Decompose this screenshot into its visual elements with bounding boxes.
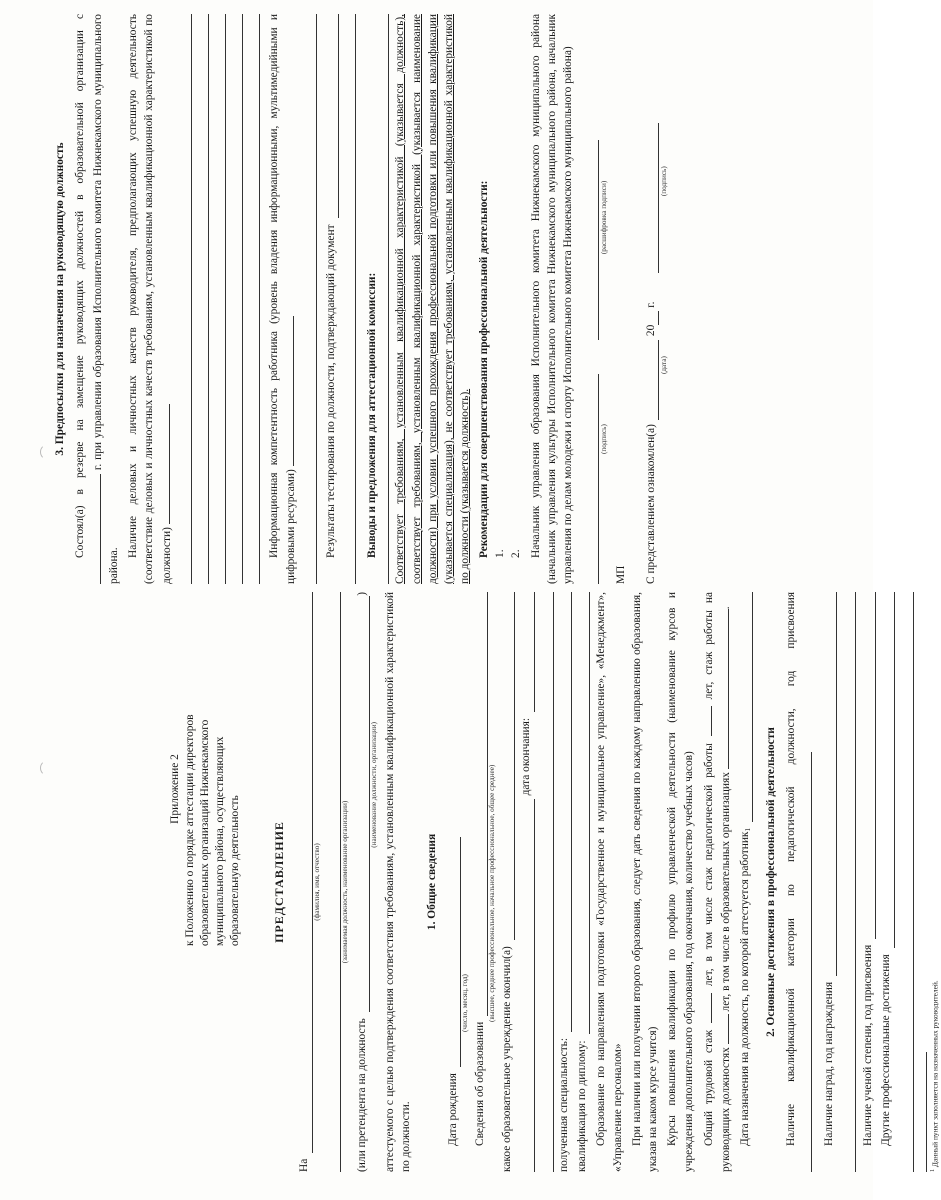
- edu-field: [472, 592, 488, 1172]
- appendix-title: Приложение 2: [169, 754, 181, 824]
- answer-line[interactable]: [175, 14, 192, 584]
- document-title: ПРЕДСТАВЛЕНИЕ: [272, 821, 287, 943]
- blank-line[interactable]: [899, 592, 914, 1172]
- decode-line[interactable]: [587, 140, 599, 340]
- awards-label: Наличие наград, год награждения: [822, 981, 835, 1146]
- appendix-line: к Положению о порядке аттестации директоров: [184, 714, 197, 946]
- awards-line[interactable]: [823, 592, 837, 976]
- qual-line[interactable]: [576, 592, 590, 1034]
- category-text: [783, 592, 817, 1172]
- fio-line[interactable]: [299, 592, 313, 1153]
- date-app-field: [737, 592, 753, 1172]
- qualities-blank[interactable]: [158, 404, 170, 524]
- appendix-header: [168, 592, 243, 946]
- acquaint-row: [643, 14, 659, 584]
- tests-field: [323, 14, 339, 584]
- answer-line[interactable]: [226, 14, 243, 584]
- caption-fio: (фамилия, имя, отчество): [312, 843, 321, 921]
- right-page: [0, 14, 873, 584]
- stazh-org-blank[interactable]: [717, 609, 729, 769]
- caption-position: (занимаемая должность, наименование организации): [340, 800, 349, 964]
- stazh-a: Общий трудовой стаж: [703, 1029, 716, 1146]
- acquaint-year: 20: [645, 324, 658, 337]
- acquaint-year-blank[interactable]: [647, 311, 659, 325]
- dob-line[interactable]: [447, 837, 461, 1067]
- stazh-d: стаж работы на руководящих должностях: [703, 592, 733, 1172]
- caption-edu: (высшее, среднее профессиональное, начальное профессиональное, общее среднее): [488, 764, 497, 1022]
- edu-label: Сведения об образовании: [473, 1021, 486, 1146]
- punch-mark: [40, 444, 56, 460]
- caption-date: (дата): [660, 356, 669, 374]
- edu-inst-line-2[interactable]: [521, 799, 535, 1172]
- section-3-title: 3. Предпосылки для назначения на руководящую должность: [54, 142, 66, 456]
- date-app-label: Дата назначения на должность, по которой аттестуется работник: [738, 831, 751, 1146]
- gmu-text: Образование по направлениям подготовки «Государственное и муниципальное управление», «Менеджмент», «Управление персоналом»: [595, 592, 624, 1172]
- attest-text: аттестуемого с целью подтверждения соответствия требованиям, установленным квалификационной характеристикой по должности.: [383, 592, 413, 1172]
- rec-item-2: 2.: [510, 549, 523, 558]
- conclusions-text: Соответствует требованиям, установленным квалификационной характеристикой (указывается должность), соответствует требованиям, установленным квалификационной характеристикой (указывается наименование должности) при условии успешного прохождения профессиональной подготовки или повышения квалификации (указывается специализация), не соответствует требованиям, установленным квалификационной характеристикой по должности (указывается должность).: [394, 14, 472, 584]
- answer-line[interactable]: [380, 14, 389, 584]
- stazh-e: лет, в том числе в образовательных организациях: [720, 772, 733, 1012]
- acquaint-label: С представлением ознакомлен(а): [645, 424, 658, 584]
- na-label: На: [298, 1158, 311, 1172]
- edu-inst-field: [499, 592, 515, 1172]
- second-edu-text: При наличии или получении второго образования, следует дать сведения по каждому направлению образования, указав на каком курсе учится): [630, 592, 660, 1172]
- signature-captions: [599, 14, 609, 584]
- other-line[interactable]: [881, 592, 895, 948]
- acquaint-g: г.: [645, 301, 658, 308]
- category-label: Наличие квалификационной категории по педагогической должности, год присвоения: [785, 592, 798, 1146]
- stazh-ped-blank[interactable]: [700, 706, 712, 736]
- pretendent-field: [354, 592, 370, 1172]
- mp-label: МП: [614, 565, 627, 584]
- edu-end-line[interactable]: [521, 592, 535, 712]
- degree-label: Наличие ученой степени, год присвоения: [862, 944, 875, 1146]
- reserve-date-blank[interactable]: [89, 474, 101, 584]
- answer-line[interactable]: [192, 14, 209, 584]
- reserve-a: Состоял(а) в резерве на замещение руководящих должностей в образовательной организации с: [74, 14, 87, 558]
- dob-label: Дата рождения: [446, 1073, 459, 1146]
- appendix-line: образовательную деятельность: [229, 795, 242, 946]
- edu-inst-line[interactable]: [501, 592, 515, 940]
- footnote: [929, 592, 941, 1172]
- pretendent-line[interactable]: [356, 596, 370, 1013]
- spec-label: полученная специальность:: [557, 1037, 570, 1172]
- dob-field: [445, 592, 461, 1172]
- degree-line[interactable]: [862, 592, 876, 939]
- signature-row: [587, 14, 599, 584]
- tests-label: Результаты тестирования по должности, подтверждающий документ: [324, 224, 337, 558]
- qual-field: [574, 592, 590, 1172]
- rec-item-1: 1.: [494, 549, 507, 558]
- info-text: [266, 14, 300, 584]
- pretendent-label: (или претендента на должность: [355, 1018, 368, 1172]
- footnote-mark: 1: [929, 1168, 936, 1172]
- edu-inst-label: какое образовательное учреждение окончил(а): [501, 946, 514, 1172]
- footnote-text: Данный пункт заполняется на назначенных руководителей.: [930, 980, 940, 1168]
- punch-mark: [40, 760, 56, 776]
- section-1-title: 1. Общие сведения: [426, 833, 439, 931]
- blank-line[interactable]: [841, 592, 856, 1172]
- qualities-label: Наличие деловых и личностных качеств руководителя, предполагающих успешную деятельность (соответствие деловых и личностных качеств требованиям, установленным квалификационной характеристикой по должности): [127, 14, 173, 584]
- edu-end-field: [518, 592, 534, 1172]
- answer-line[interactable]: [209, 14, 226, 584]
- appendix-line: муниципального района, осуществляющих: [214, 736, 227, 946]
- caption-sign2: (подпись): [660, 166, 669, 197]
- stazh-c: лет,: [703, 681, 716, 700]
- pretendent-close: ): [355, 592, 368, 596]
- answer-line[interactable]: [339, 14, 356, 584]
- awards-field: [821, 592, 837, 1172]
- other-label: Другие профессиональные достижения: [880, 954, 893, 1146]
- info-label: Информационная компетентность работника (уровень владения информационными, мультимедийными и цифровыми ресурсами): [268, 14, 298, 584]
- acquaint-date-blank[interactable]: [647, 340, 659, 420]
- tests-line[interactable]: [325, 14, 339, 218]
- other-field: [878, 592, 894, 1172]
- answer-line[interactable]: [243, 14, 260, 584]
- stazh-b: лет, в том числе стаж педагогической работы: [703, 743, 716, 987]
- footnote-mark: 1: [743, 828, 752, 832]
- caption-position2: (наименование должности, организации): [369, 722, 378, 848]
- spec-line[interactable]: [558, 592, 572, 1032]
- degree-field: [860, 592, 876, 1172]
- edu-line[interactable]: [474, 592, 488, 1016]
- acquaint-captions: [659, 14, 669, 584]
- caption-sign: (подпись): [599, 424, 608, 454]
- category-blank[interactable]: [800, 752, 812, 1172]
- answer-line[interactable]: [300, 14, 317, 584]
- stazh-total-blank[interactable]: [700, 993, 712, 1023]
- heads-text: Начальник управления образования Исполнительного комитета Нижнекамского муниципального района (начальник управления культуры Исполнительного комитета Нижнекамского муниципального района, начальник управления по делам молодежи и спорту Исполнительного комитета Нижнекамского муниципального района): [529, 14, 575, 584]
- recs-title: Рекомендации для совершенствования профессиональной деятельности:: [477, 180, 490, 558]
- spec-field: [556, 592, 572, 1172]
- left-page: [0, 592, 940, 1172]
- section-2-title: 2. Основные достижения в профессиональной деятельности: [764, 727, 777, 1037]
- footnote-rule: [926, 1052, 927, 1172]
- info-blank[interactable]: [282, 316, 294, 466]
- qual-label: квалификация по диплому:: [575, 1040, 588, 1172]
- date-app-line[interactable]: [739, 592, 753, 822]
- reserve-b: г. при управлении образования Исполнительного комитета Нижнекамского муниципального района.: [91, 14, 120, 584]
- stazh-text: Общий трудовой стаж лет, в том числе стаж педагогической работы лет, стаж работы на руководящих должностях лет, в том числе в образовательных организациях .: [700, 592, 735, 1172]
- courses-text: Курсы повышения квалификации по профилю управленческой деятельности (наименование курсов и учреждения дополнительного образования, год окончания, количество учебных часов): [666, 592, 695, 1172]
- fio-field: [296, 592, 312, 1172]
- appendix-line: образовательных организаций Нижнекамского: [199, 719, 212, 946]
- reserve-text: [72, 14, 122, 584]
- conclusions-title: Выводы и предложения для аттестационной комиссии:: [365, 272, 378, 558]
- acquaint-sign-blank[interactable]: [647, 123, 659, 273]
- caption-decode: (расшифровка подписи): [599, 180, 608, 255]
- qualities-text: [125, 14, 175, 584]
- caption-dob: (число, месяц, год): [460, 974, 469, 1032]
- blank-line[interactable]: [539, 592, 554, 1172]
- signature-line[interactable]: [587, 374, 599, 584]
- edu-end-label: дата окончания:: [520, 718, 533, 796]
- stazh-lead-blank[interactable]: [717, 1014, 729, 1044]
- position-line[interactable]: [326, 592, 341, 1172]
